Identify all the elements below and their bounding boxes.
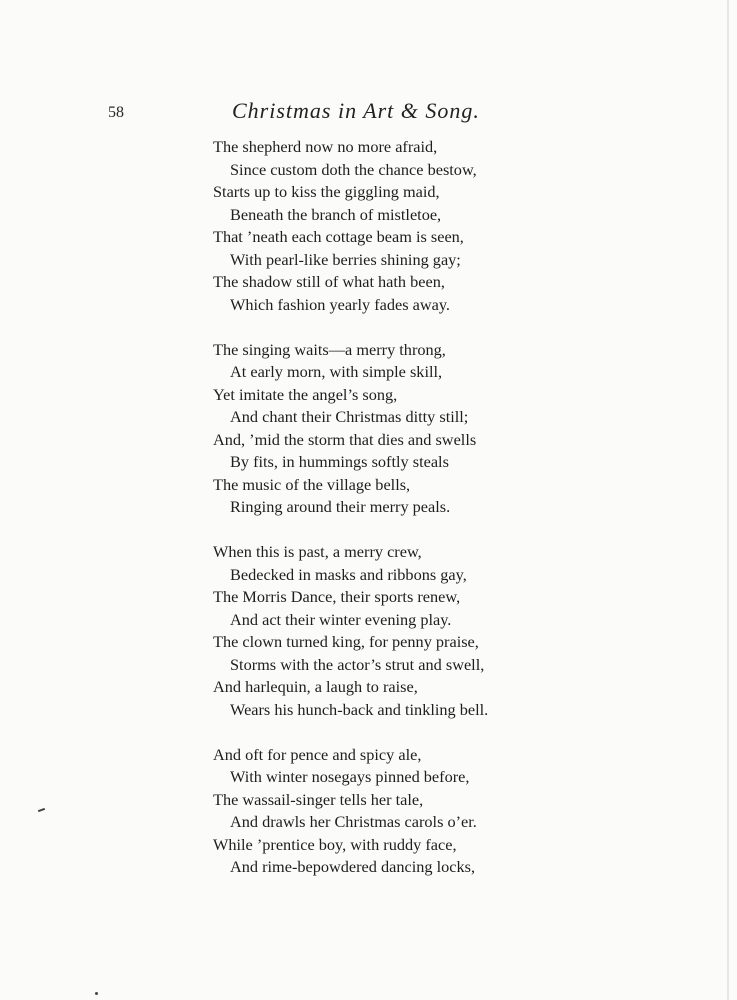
poem-line: And chant their Christmas ditty still;: [230, 407, 469, 426]
stray-ink-mark: [38, 808, 45, 812]
poem-line: The music of the village bells,: [213, 474, 411, 494]
poem-line: And oft for pence and spicy ale,: [213, 744, 422, 764]
stanza: [213, 744, 533, 879]
poem-line: The shepherd now no more afraid,: [213, 137, 438, 156]
page-header: [0, 98, 737, 128]
page-edge-shadow: [727, 0, 729, 1000]
poem-line: The shadow still of what hath been,: [213, 272, 445, 291]
stanza: [213, 339, 533, 519]
poem-line: With pearl-like berries shining gay;: [230, 249, 461, 269]
poem-line: And drawls her Christmas carols o’er.: [230, 812, 477, 831]
poem-line: And harlequin, a laugh to raise,: [213, 677, 418, 696]
stanza: [213, 541, 533, 721]
stray-ink-mark: [95, 992, 98, 995]
poem-line: The singing waits—a merry throng,: [213, 339, 446, 359]
poem-line: With winter nosegays pinned before,: [230, 767, 470, 786]
running-title: Christmas in Art & Song.: [232, 98, 480, 123]
stanza: [213, 136, 533, 316]
poem-line: The clown turned king, for penny praise,: [213, 632, 479, 651]
poem-line: Storms with the actor’s strut and swell,: [230, 654, 485, 674]
poem-line: Wears his hunch-back and tinkling bell.: [230, 699, 489, 719]
poem-line: The Morris Dance, their sports renew,: [213, 587, 461, 606]
poem-line: While ’prentice boy, with ruddy face,: [213, 834, 457, 854]
poem-line: And rime-bepowdered dancing locks,: [230, 857, 476, 876]
poem-line: And act their winter evening play.: [230, 609, 452, 629]
poem-line: Which fashion yearly fades away.: [230, 294, 451, 314]
poem-line: Starts up to kiss the giggling maid,: [213, 182, 440, 201]
poem-line: Ringing around their merry peals.: [230, 497, 451, 516]
poem-line: When this is past, a merry crew,: [213, 542, 422, 561]
poem-line: That ’neath each cottage beam is seen,: [213, 227, 464, 246]
poem-line: The wassail-singer tells her tale,: [213, 789, 424, 809]
page-number: 58: [108, 104, 124, 121]
poem-line: At early morn, with simple skill,: [230, 362, 443, 381]
poem-line: Bedecked in masks and ribbons gay,: [230, 564, 467, 584]
poem: [213, 136, 533, 901]
poem-line: By fits, in hummings softly steals: [230, 452, 449, 471]
poem-line: Yet imitate the angel’s song,: [213, 384, 398, 404]
poem-line: And, ’mid the storm that dies and swells: [213, 429, 477, 449]
poem-line: Beneath the branch of mistletoe,: [230, 204, 442, 224]
poem-line: Since custom doth the chance bestow,: [230, 159, 477, 179]
